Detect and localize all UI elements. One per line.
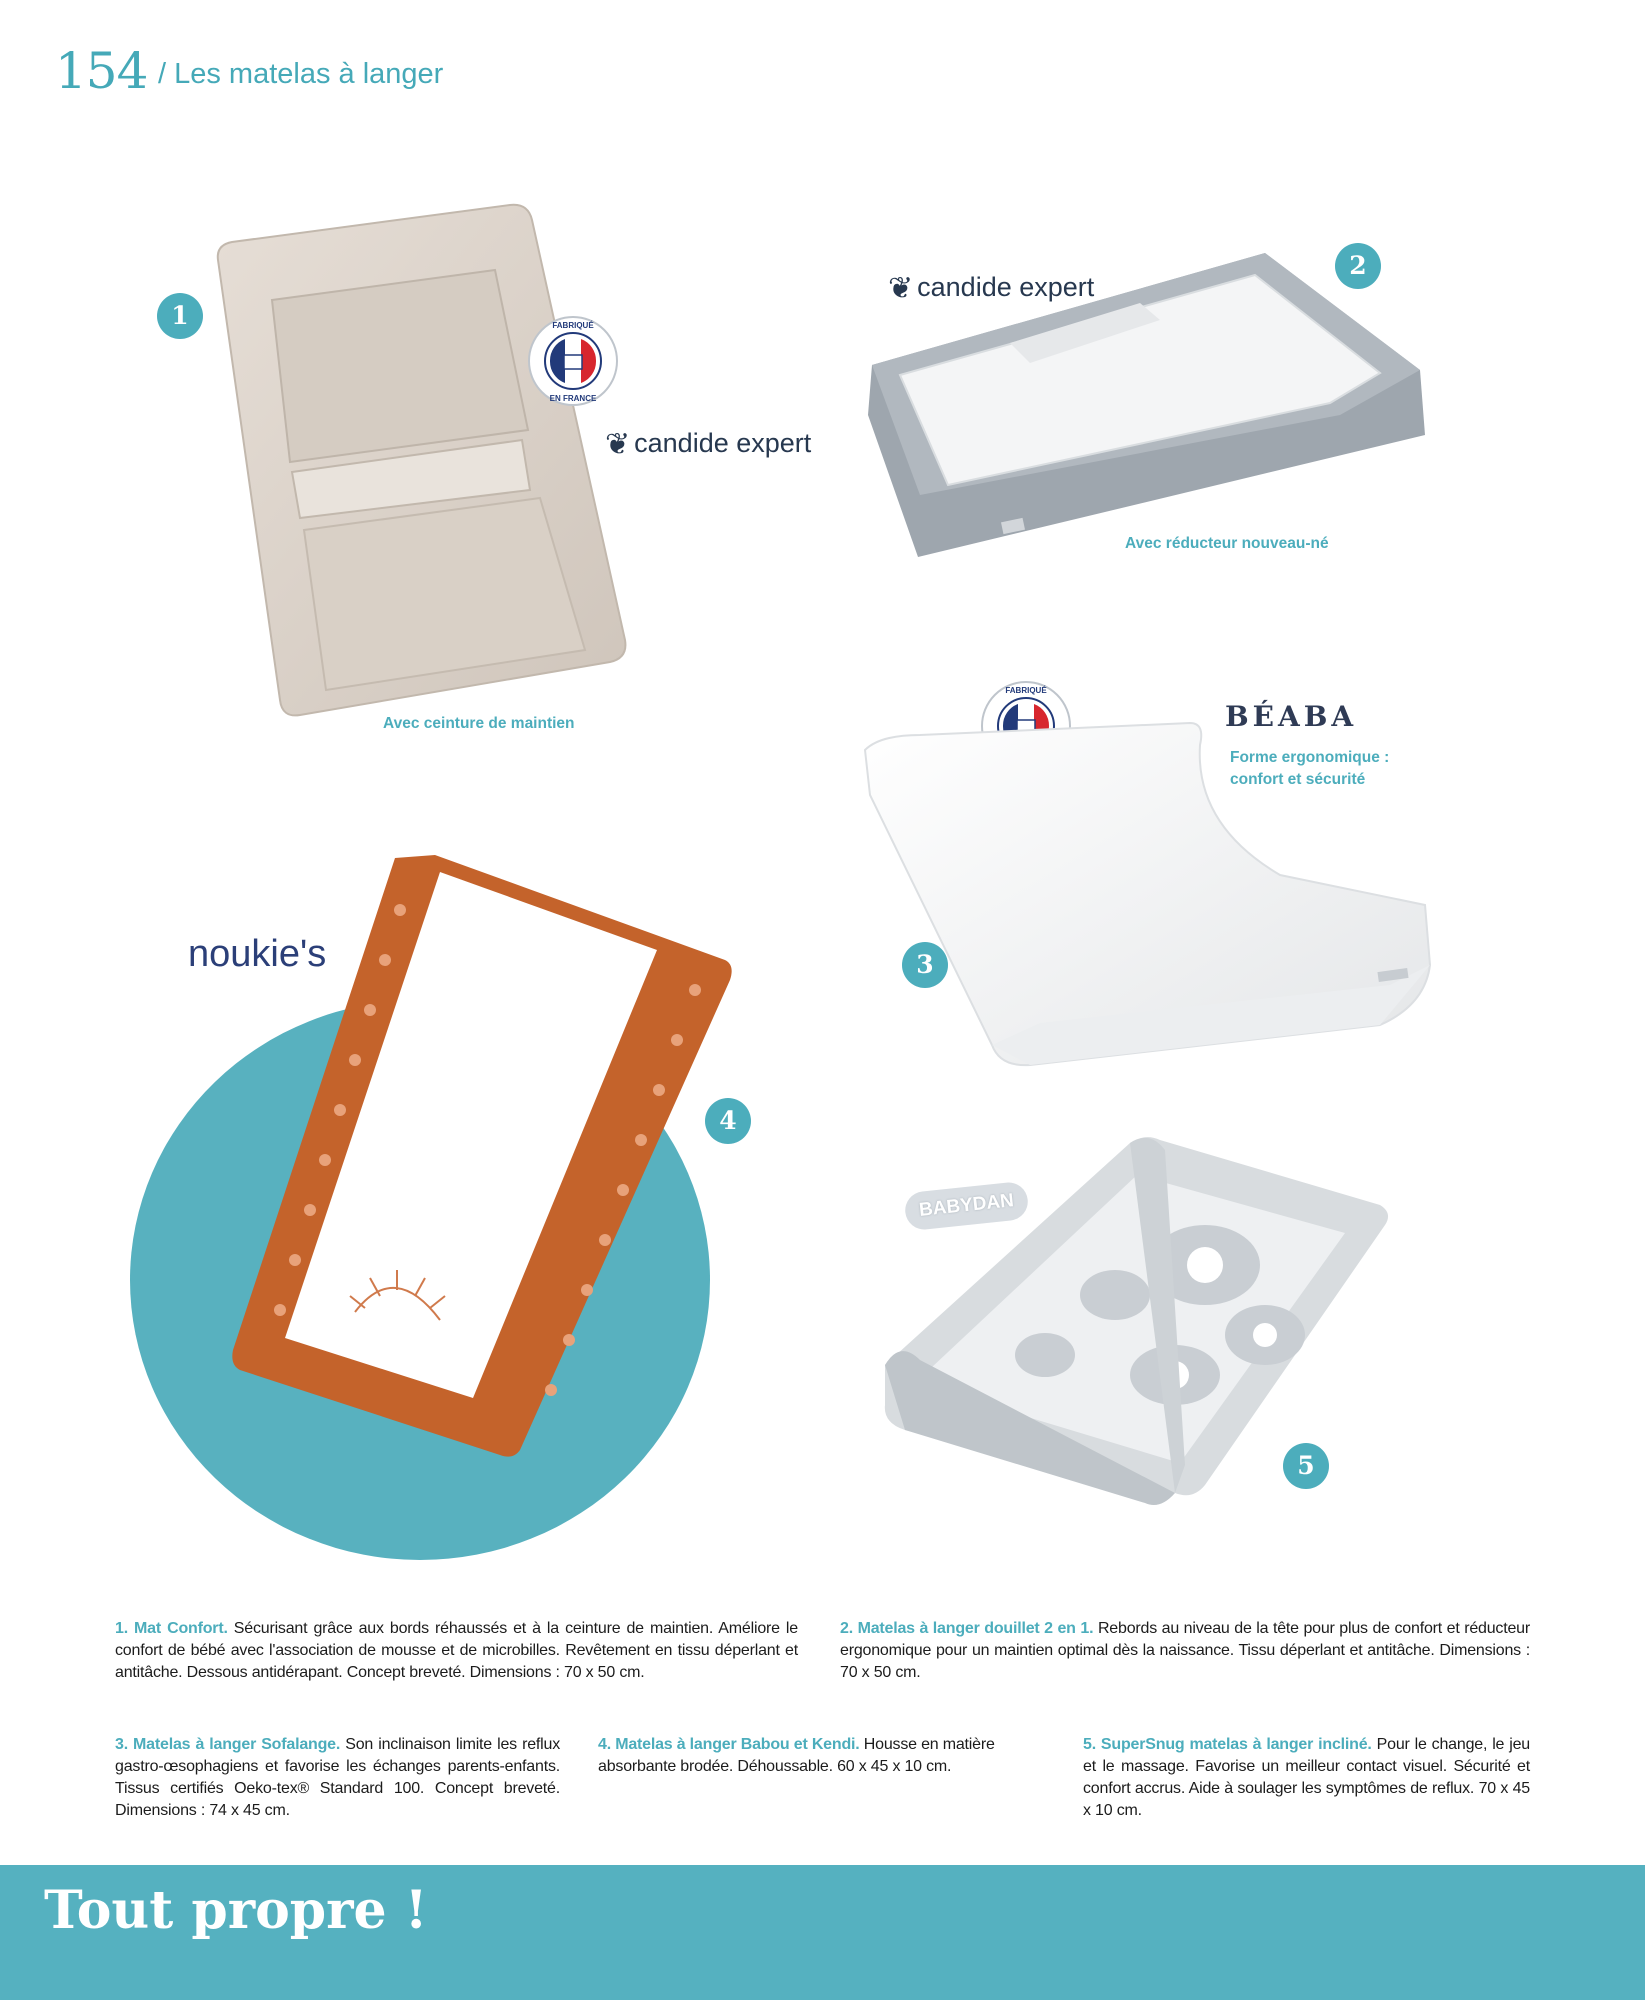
- candide-leaf-icon: ❦: [888, 271, 914, 305]
- candide-leaf-icon: ❦: [605, 427, 631, 461]
- product-3-caption-line2: confort et sécurité: [1230, 771, 1366, 788]
- made-in-france-seal-1: [527, 315, 619, 407]
- brand-logo-beaba: BÉABA: [1225, 700, 1358, 733]
- product-2-description-body: Rebords au niveau de la tête pour plus de confort et réducteur ergonomique pour un maintien optimal dès la naissance. Tissu déperlant et antitâche. Dimensions : 70 x 50 cm.: [840, 1620, 1530, 1681]
- product-5-badge: 5: [1283, 1443, 1329, 1489]
- product-3-caption-line1: Forme ergonomique :: [1230, 749, 1390, 766]
- footer-title: Tout propre !: [44, 1880, 428, 1941]
- product-3-image: [860, 705, 1440, 1075]
- product-1-description-body: Sécurisant grâce aux bords réhaussés et à la ceinture de maintien. Améliore le confort de bébé avec l'association de mousse et de microbilles. Revêtement en tissu déperlant et antitâche. Dessous antidérapant. Concept breveté. Dimensions : 70 x 50 cm.: [115, 1620, 798, 1681]
- product-2-badge: 2: [1335, 243, 1381, 289]
- product-3-description-lead: 3. Matelas à langer Sofalange.: [115, 1736, 341, 1753]
- product-5-description: [1083, 1734, 1530, 1822]
- seal-bottom-text: EN FRANCE: [549, 394, 597, 403]
- brand-logo-candide-2: ❦ candide expert: [888, 271, 1095, 305]
- product-2-description: [840, 1618, 1530, 1684]
- product-4-description: [598, 1734, 1046, 1778]
- product-4-image: [225, 850, 745, 1460]
- product-4-description-lead: 4. Matelas à langer Babou et Kendi.: [598, 1736, 860, 1753]
- section-title: / Les matelas à langer: [158, 58, 444, 90]
- product-2-description-lead: 2. Matelas à langer douillet 2 en 1.: [840, 1620, 1094, 1637]
- brand-logo-babydan: BABYDAN: [903, 1181, 1029, 1232]
- page-number: 154: [55, 42, 148, 100]
- brand-logo-noukies: noukie's: [188, 933, 327, 975]
- seal-top-text: FABRIQUÉ: [1005, 686, 1047, 695]
- product-5-description-body: Pour le change, le jeu et le massage. Favorise un meilleur contact visuel. Sécurité et confort accrus. Aide à soulager les symptômes de reflux. 70 x 45 x 10 cm.: [1083, 1736, 1530, 1819]
- product-4-badge: 4: [705, 1098, 751, 1144]
- product-2-caption: Avec réducteur nouveau-né: [1125, 535, 1329, 552]
- product-2-image: [860, 245, 1430, 565]
- product-1-badge: 1: [157, 293, 203, 339]
- brand-logo-candide-1: ❦ candide expert: [605, 427, 812, 461]
- product-1-image: [210, 200, 640, 720]
- product-1-caption: Avec ceinture de maintien: [383, 715, 575, 732]
- product-3-description: [115, 1734, 560, 1822]
- product-3-description-body: Son inclinaison limite les reflux gastro-œsophagiens et favorise les échanges parents-enfants. Tissus certifiés Oeko-tex® Standard 100. Concept breveté. Dimensions : 74 x 45 cm.: [115, 1736, 560, 1819]
- seal-top-text: FABRIQUÉ: [552, 321, 594, 330]
- product-3-badge: 3: [902, 942, 948, 988]
- product-1-description-lead: 1. Mat Confort.: [115, 1620, 228, 1637]
- product-1-description: [115, 1618, 798, 1684]
- product-4-description-body: Housse en matière absorbante brodée. Déhoussable. 60 x 45 x 10 cm.: [598, 1736, 995, 1775]
- product-5-description-lead: 5. SuperSnug matelas à langer incliné.: [1083, 1736, 1372, 1753]
